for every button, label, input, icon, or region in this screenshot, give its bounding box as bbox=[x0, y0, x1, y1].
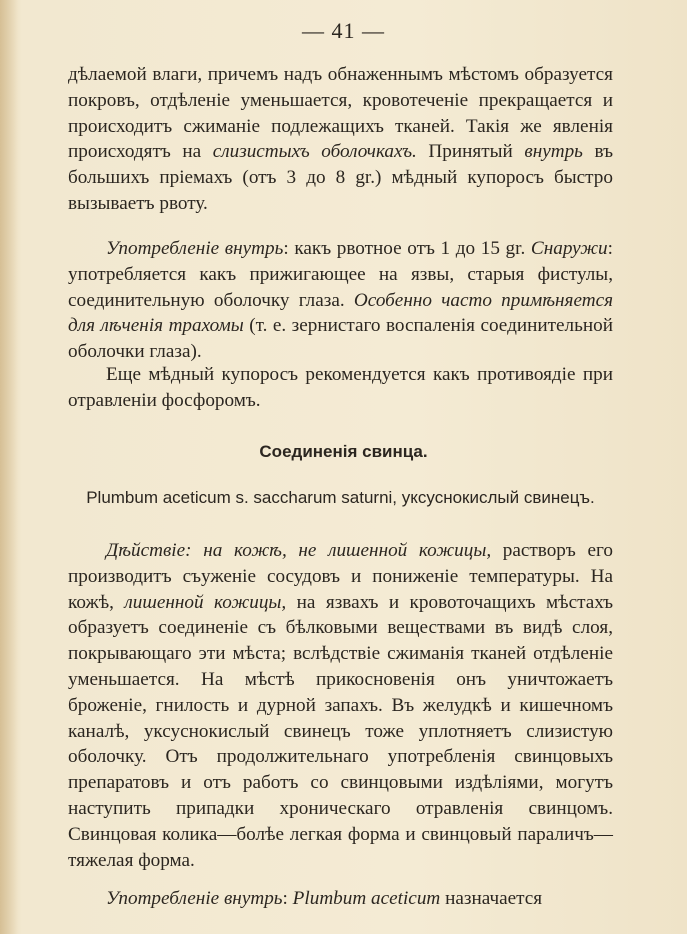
paragraph-4-text-a: растворъ его производитъ съуженіе сосудовъ и пониженіе температуры. На кожѣ, bbox=[68, 540, 613, 613]
paragraph-2-text-c: (т. е. зернистаго воспаленія соединительной оболочки глаза). bbox=[68, 315, 613, 363]
paragraph-3 bbox=[68, 362, 613, 414]
page-number: — 41 — bbox=[302, 18, 385, 43]
paragraph-1 bbox=[68, 62, 613, 217]
paragraph-2-emphasis-trachoma: Особенно часто примѣняется для лѣченія трахомы bbox=[68, 289, 613, 337]
section-subheading: Plumbum aceticum s. saccharum saturni, уксуснокислый свинецъ. bbox=[86, 488, 595, 507]
page-edge-shadow bbox=[0, 0, 18, 934]
paragraph-2-text-b: : употребляется какъ прижигающее на язвы, старыя фистулы, соединительную оболочку глаза. bbox=[68, 238, 613, 311]
paragraph-1-end: въ большихъ пріемахъ (отъ 3 до 8 gr.) мѣдный купоросъ быстро вызываетъ рвоту. bbox=[68, 141, 613, 214]
paragraph-4-text-b: на язвахъ и кровоточащихъ мѣстахъ образуетъ соединеніе съ бѣлковыми веществами въ видѣ слоя, покрывающаго эти мѣста; вслѣдствіе сжиманія тканей отдѣленіе уменьшается. На мѣстѣ прикосновенія онъ уничтожаетъ броженіе, гнилость и дурной запахъ. Въ желудкѣ и кишечномъ каналѣ, уксуснокислый свинецъ тоже уплотняетъ слизистую оболочку. Отъ продолжительнаго употребленія свинцовыхъ препаратовъ и отъ работъ со свинцовыми издѣліями, могутъ наступить припадки хроническаго отравленія свинцомъ. Свинцовая колика—болѣе легкая форма и свинцовый параличъ—тяжелая форма. bbox=[68, 591, 614, 871]
paragraph-5-text: назначается bbox=[440, 888, 543, 909]
paragraph-5-emphasis-latin: Plumbum aceticum bbox=[292, 888, 441, 909]
paragraph-4 bbox=[68, 538, 613, 873]
paragraph-2 bbox=[68, 236, 613, 365]
paragraph-5-emphasis-internal-use: Употребленіе внутрь bbox=[106, 888, 283, 909]
paragraph-5-colon: : bbox=[282, 888, 293, 909]
paragraph-5 bbox=[68, 886, 613, 912]
paragraph-1-text: дѣлаемой влаги, причемъ надъ обнаженнымъ мѣстомъ образуется покровъ, отдѣленіе уменьшается, кровотеченіе прекращается и происходитъ сжиманіе подлежащихъ тканей. Такія же явленія происходятъ на bbox=[68, 64, 613, 163]
paragraph-4-emphasis-skin: лишенной кожицы, bbox=[124, 591, 287, 613]
section-heading: Соединенія свинца. bbox=[259, 442, 428, 461]
paragraph-2-emphasis-external: Снаружи bbox=[530, 238, 608, 259]
paragraph-2-emphasis-internal-use: Употребленіе внутрь bbox=[106, 238, 284, 259]
paragraph-2-text-a: : какъ рвотное отъ 1 до 15 gr. bbox=[283, 238, 531, 259]
paragraph-1-mid: Принятый bbox=[416, 141, 525, 163]
paragraph-4-emphasis-action: Дѣйствіе: на кожѣ, не лишенной кожицы, bbox=[106, 540, 492, 561]
paragraph-3-text: Еще мѣдный купоросъ рекомендуется какъ противоядіе при отравленіи фосфоромъ. bbox=[68, 364, 613, 411]
paragraph-1-emphasis-mucous: слизистыхъ оболочкахъ. bbox=[212, 141, 417, 163]
paragraph-1-emphasis-internal: внутрь bbox=[524, 141, 583, 163]
